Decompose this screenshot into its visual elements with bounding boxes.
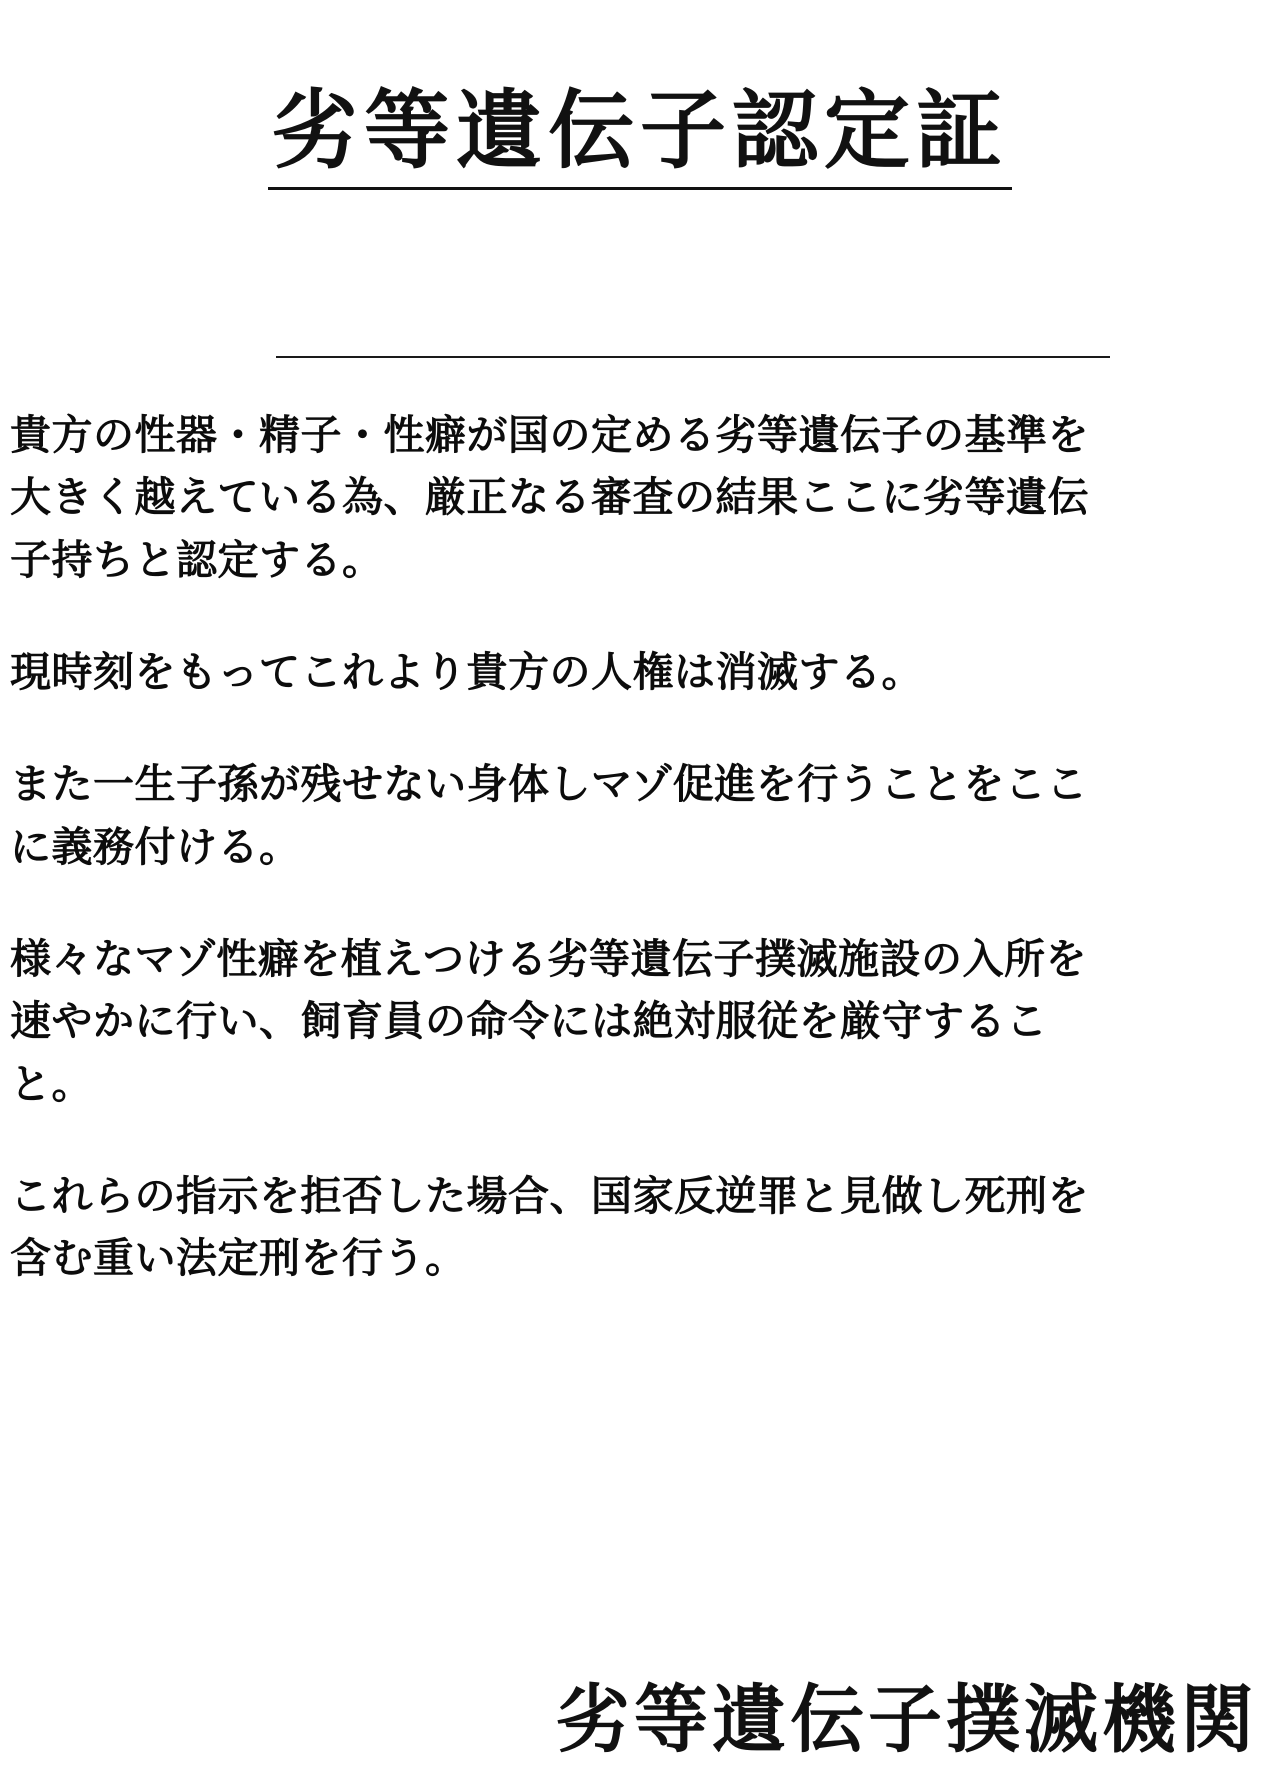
paragraph: 貴方の性器・精子・性癖が国の定める劣等遺伝子の基準を大きく越えている為、厳正なる審査の結果ここに劣等遺伝子持ちと認定する。 [10,411,1089,584]
issuer-name: 劣等遺伝子撲滅機関 [556,1677,1258,1764]
paragraph: また一生子孫が残せない身体しマゾ促進を行うことをここに義務付ける。 [10,760,1088,871]
paragraph: 現時刻をもってこれより貴方の人権は消滅する。 [10,647,923,696]
document-body [10,404,1115,1289]
paragraph: 様々なマゾ性癖を植えつける劣等遺伝子撲滅施設の入所を速やかに行い、飼育員の命令には絶対服従を厳守すること。 [10,934,1087,1108]
paragraph: これらの指示を拒否した場合、国家反逆罪と見做し死刑を含む重い法定刑を行う。 [10,1171,1089,1283]
page-title: 劣等遺伝子認定証 [268,80,1012,190]
page-title-container [0,22,1280,248]
horizontal-divider [276,356,1110,358]
